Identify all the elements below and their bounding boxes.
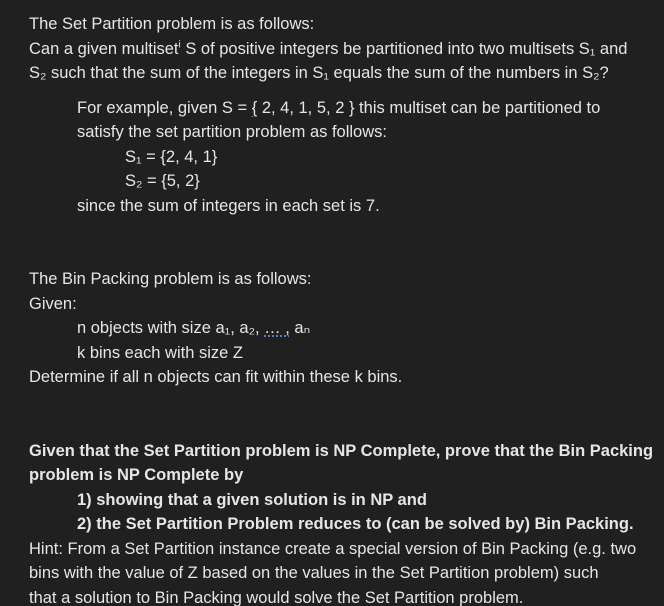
task-prompt-line2: problem is NP Complete by (29, 466, 244, 484)
task-prompt-line1: Given that the Set Partition problem is NP Complete, prove that the Bin Packing (29, 441, 654, 460)
bin-packing-intro: The Bin Packing problem is as follows: (29, 270, 312, 288)
hint-line1: Hint: From a Set Partition instance create a special version of Bin Packing (e.g. two (29, 539, 637, 558)
subset-s1: S₁ = {2, 4, 1} (125, 147, 218, 166)
question-text-a: Can a given multiset (29, 39, 179, 58)
example-line1 (29, 96, 657, 121)
task-step1: 1) showing that a given solution is in NP and (77, 490, 427, 509)
objects-text-a: n objects with size a₁, a₂, (77, 319, 265, 337)
set-partition-question-line2: S₂ such that the sum of the integers in S₁ equals the sum of the numbers in S₂? (29, 64, 609, 82)
subset-s2: S₂ = {5, 2} (125, 172, 200, 190)
bin-packing-bins: k bins each with size Z (77, 343, 243, 362)
example-text-a: For example, given S = (77, 98, 252, 117)
objects-ellipsis: … , (264, 319, 290, 337)
set-partition-question-line1 (29, 37, 657, 62)
bin-packing-objects (29, 316, 657, 341)
objects-text-b: aₙ (289, 319, 311, 337)
example-text-c: 2, 4, 1, 5, 2 } this multiset can be partitioned to (257, 98, 601, 117)
example-line2: satisfy the set partition problem as follows: (77, 123, 387, 141)
example-brace: { (251, 98, 258, 117)
bin-packing-given: Given: (29, 294, 77, 313)
task-step2: 2) the Set Partition Problem reduces to (can be solved by) Bin Packing. (77, 515, 634, 533)
footnote-reference[interactable]: i (178, 39, 181, 50)
set-partition-intro: The Set Partition problem is as follows: (29, 15, 315, 33)
hint-line3: that a solution to Bin Packing would solve the Set Partition problem. (29, 588, 524, 606)
example-conclusion: since the sum of integers in each set is 7. (77, 196, 380, 215)
document-body (29, 12, 657, 606)
bin-packing-determine: Determine if all n objects can fit within these k bins. (29, 368, 403, 386)
hint-line2: bins with the value of Z based on the values in the Set Partition problem) such (29, 564, 599, 582)
question-text-b: S of positive integers be partitioned into two multisets S₁ and (180, 39, 628, 58)
